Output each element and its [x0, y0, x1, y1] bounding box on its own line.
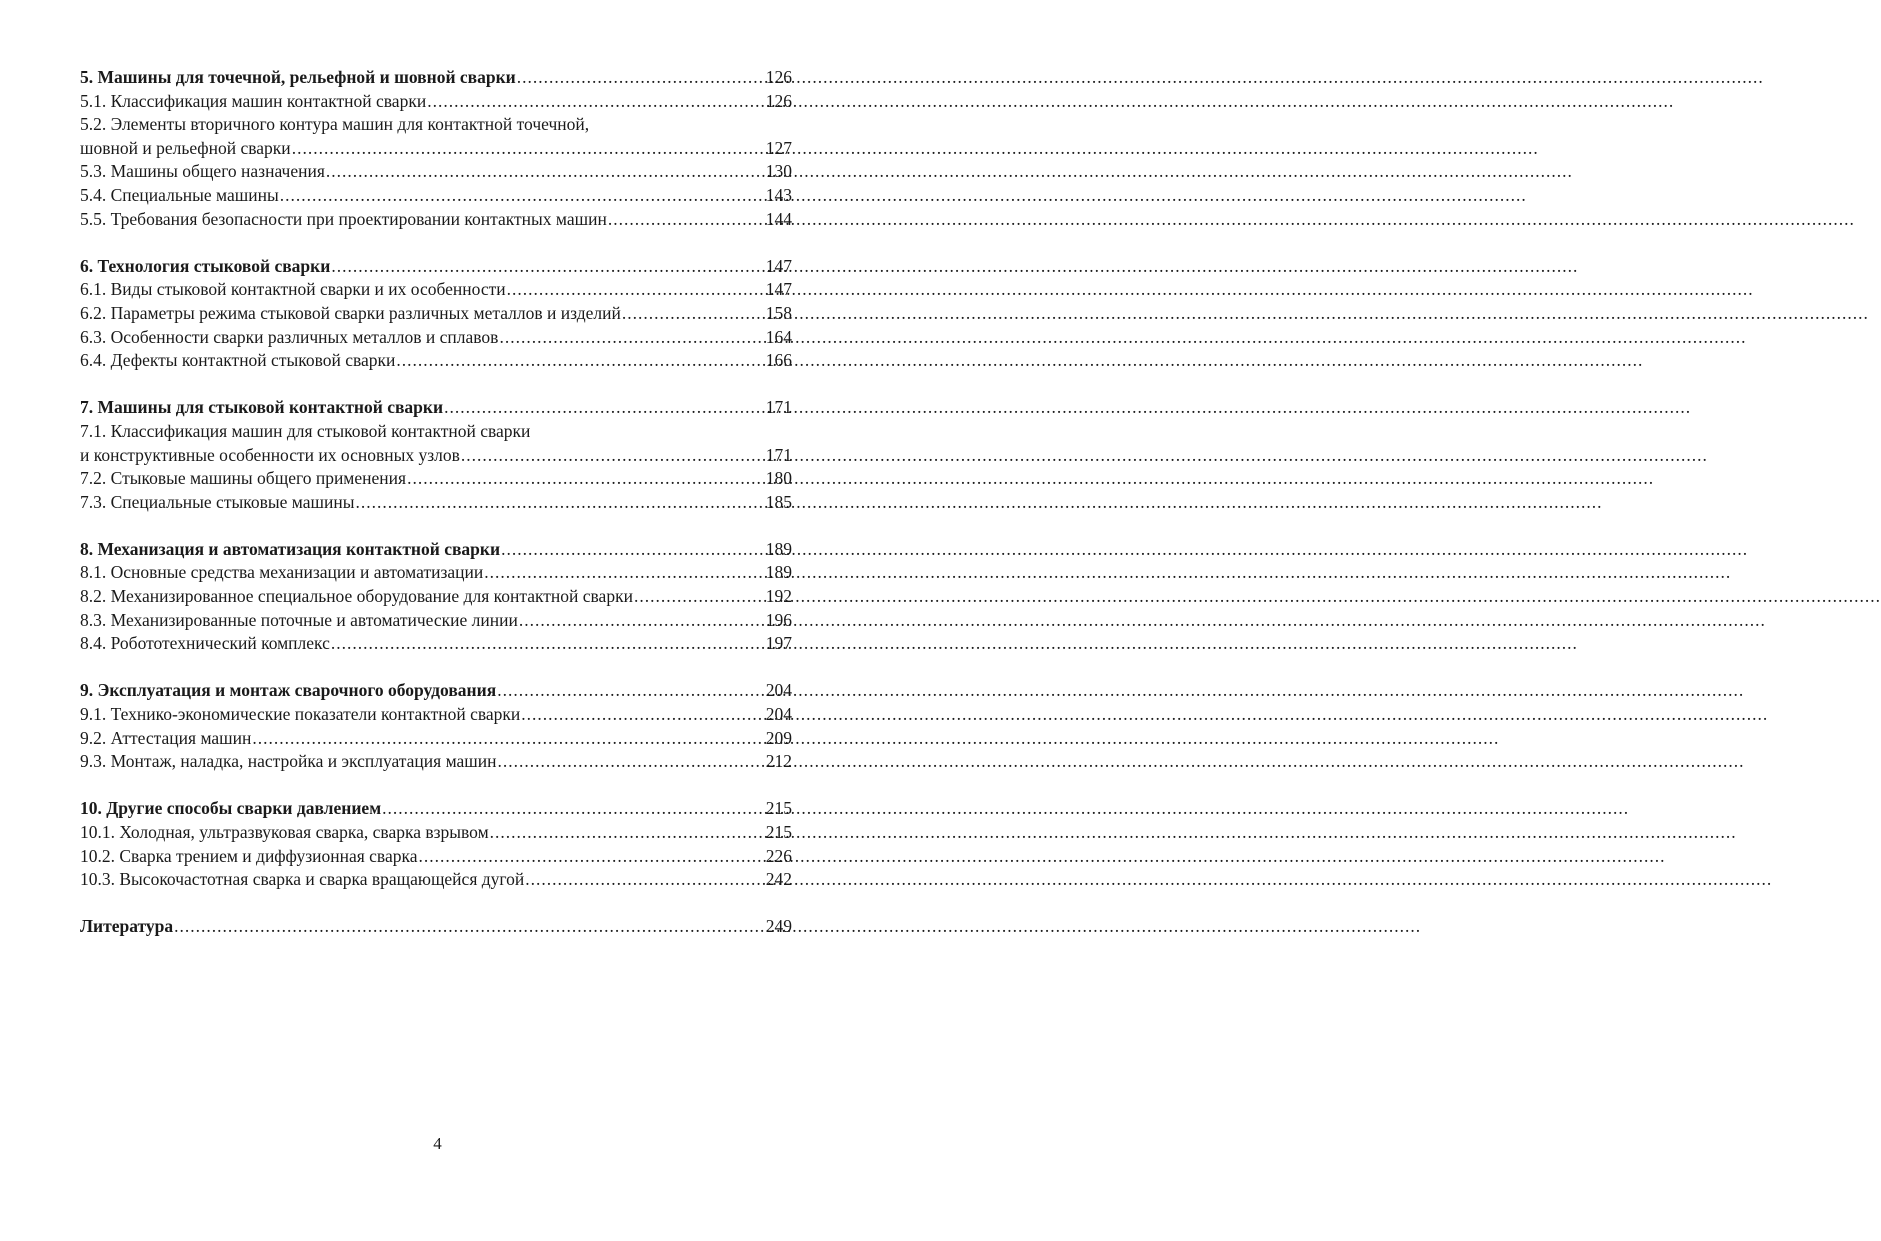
- toc-chapter-heading[interactable]: [80, 396, 792, 420]
- page-ref: 158: [765, 302, 792, 323]
- dot-leader: [331, 255, 764, 279]
- dot-leader: [252, 727, 764, 751]
- toc-entry[interactable]: [80, 845, 792, 869]
- toc-section-6: [80, 255, 792, 373]
- toc-entry[interactable]: [80, 727, 792, 751]
- dot-leader: [490, 821, 765, 845]
- page-ref: 215: [765, 798, 792, 819]
- dot-leader: [622, 302, 765, 326]
- entry-title: 10.2. Сварка трением и диффузионная сварка: [80, 845, 418, 866]
- chapter-title: 10. Другие способы сварки давлением: [80, 798, 382, 819]
- toc-entry[interactable]: [80, 467, 792, 491]
- entry-title: шовной и рельефной сварки: [80, 137, 291, 158]
- toc-entry[interactable]: [80, 302, 792, 326]
- dot-leader: [484, 561, 765, 585]
- page-ref: 144: [765, 208, 792, 229]
- dot-leader: [521, 703, 764, 727]
- page-ref: 180: [765, 468, 792, 489]
- dot-leader: [501, 538, 765, 562]
- dot-leader: [331, 632, 765, 656]
- dot-leader: [608, 208, 765, 232]
- toc-entry[interactable]: [80, 632, 792, 656]
- entry-title: 8.3. Механизированные поточные и автоматические линии: [80, 609, 518, 630]
- page-ref: 127: [765, 137, 792, 158]
- chapter-title: Литература: [80, 916, 174, 937]
- entry-title: 9.2. Аттестация машин: [80, 727, 252, 748]
- chapter-title: 9. Эксплуатация и монтаж сварочного оборудования: [80, 680, 497, 701]
- page-ref: 242: [765, 869, 792, 890]
- dot-leader: [444, 396, 765, 420]
- dot-leader: [525, 868, 764, 892]
- dot-leader: [517, 66, 765, 90]
- page-ref: 171: [765, 397, 792, 418]
- dot-leader: [427, 90, 765, 114]
- dot-leader: [519, 609, 765, 633]
- page-ref: 166: [765, 350, 792, 371]
- page-ref: 126: [765, 90, 792, 111]
- page-ref: 192: [765, 586, 792, 607]
- dot-leader: [292, 137, 765, 161]
- toc-entry[interactable]: [80, 585, 792, 609]
- toc-section-literature: [80, 915, 792, 939]
- toc-chapter-heading[interactable]: [80, 915, 792, 939]
- entry-title: 9.3. Монтаж, наладка, настройка и эксплуатация машин: [80, 751, 497, 772]
- page-number: 4: [433, 1134, 442, 1153]
- page-ref: 215: [765, 822, 792, 842]
- dot-leader: [326, 160, 765, 184]
- dot-leader: [634, 585, 765, 609]
- dot-leader: [407, 467, 765, 491]
- table-of-contents: [80, 66, 792, 963]
- chapter-title: 8. Механизация и автоматизация контактной сварки: [80, 538, 501, 559]
- page-ref: 209: [765, 727, 792, 748]
- toc-chapter-heading[interactable]: [80, 538, 792, 562]
- toc-entry[interactable]: [80, 326, 792, 350]
- toc-section-10: [80, 797, 792, 891]
- toc-entry[interactable]: [80, 609, 792, 633]
- entry-title: 6.2. Параметры режима стыковой сварки различных металлов и изделий: [80, 302, 621, 323]
- entry-title: 9.1. Технико-экономические показатели контактной сварки: [80, 704, 521, 725]
- dot-leader: [497, 679, 765, 703]
- page-ref: 171: [765, 444, 792, 465]
- entry-title: 6.1. Виды стыковой контактной сварки и их особенности: [80, 279, 506, 300]
- toc-entry[interactable]: [80, 349, 792, 373]
- toc-chapter-heading[interactable]: [80, 679, 792, 703]
- dot-leader: [396, 349, 764, 373]
- entry-title-line1[interactable]: 5.2. Элементы вторичного контура машин для контактной точечной,: [80, 114, 590, 135]
- dot-leader: [174, 915, 765, 939]
- toc-entry[interactable]: [80, 561, 792, 585]
- entry-title: 5.3. Машины общего назначения: [80, 161, 325, 182]
- toc-entry[interactable]: [80, 868, 792, 892]
- entry-title: и конструктивные особенности их основных узлов: [80, 444, 460, 465]
- page-ref: 143: [765, 184, 792, 205]
- toc-entry[interactable]: [80, 184, 792, 208]
- toc-entry[interactable]: [80, 703, 792, 727]
- dot-leader: [382, 797, 765, 821]
- toc-entry[interactable]: [80, 278, 792, 302]
- toc-entry[interactable]: [80, 491, 792, 515]
- toc-chapter-heading[interactable]: [80, 797, 792, 821]
- entry-title: 10.1. Холодная, ультразвуковая сварка, сварка взрывом: [80, 822, 489, 842]
- toc-entry[interactable]: [80, 208, 792, 232]
- page-ref: 204: [765, 680, 792, 701]
- entry-title: 8.1. Основные средства механизации и автоматизации: [80, 562, 484, 583]
- entry-title: 7.2. Стыковые машины общего применения: [80, 468, 407, 489]
- page-ref: 189: [765, 562, 792, 583]
- page-ref: 226: [765, 845, 792, 866]
- toc-section-9: [80, 679, 792, 773]
- entry-title: 5.4. Специальные машины: [80, 184, 279, 205]
- page-ref: 249: [765, 916, 792, 937]
- entry-title: 5.5. Требования безопасности при проектировании контактных машин: [80, 208, 607, 229]
- toc-chapter-heading[interactable]: [80, 255, 792, 279]
- dot-leader: [461, 444, 765, 468]
- dot-leader: [498, 750, 765, 774]
- page-ref: 130: [765, 161, 792, 182]
- page-ref: 164: [765, 326, 792, 347]
- page-ref: 212: [765, 751, 792, 772]
- entry-title: 5.1. Классификация машин контактной сварки: [80, 90, 427, 111]
- toc-chapter-heading[interactable]: [80, 66, 792, 90]
- entry-title-line1[interactable]: 7.1. Классификация машин для стыковой контактной сварки: [80, 420, 531, 441]
- chapter-title: 7. Машины для стыковой контактной сварки: [80, 397, 444, 418]
- page-ref: 197: [765, 633, 792, 654]
- page-ref: 147: [765, 255, 792, 276]
- toc-entry[interactable]: [80, 750, 792, 774]
- toc-section-5: [80, 66, 792, 231]
- entry-title: 8.4. Робототехнический комплекс: [80, 633, 330, 654]
- toc-entry[interactable]: [80, 137, 792, 161]
- toc-entry[interactable]: [80, 90, 792, 114]
- entry-title: 8.2. Механизированное специальное оборудование для контактной сварки: [80, 586, 633, 607]
- page-ref: 185: [765, 491, 792, 512]
- toc-entry[interactable]: [80, 160, 792, 184]
- toc-section-7: [80, 396, 792, 514]
- chapter-title: 6. Технология стыковой сварки: [80, 255, 331, 276]
- entry-title: 10.3. Высокочастотная сварка и сварка вращающейся дугой: [80, 869, 525, 890]
- dot-leader: [418, 845, 764, 869]
- toc-entry[interactable]: [80, 821, 792, 845]
- page-ref: 204: [765, 704, 792, 725]
- page-ref: 147: [765, 279, 792, 300]
- dot-leader: [280, 184, 765, 208]
- dot-leader: [507, 278, 765, 302]
- page-ref: 126: [765, 67, 792, 87]
- entry-title: 7.3. Специальные стыковые машины: [80, 491, 355, 512]
- chapter-title: 5. Машины для точечной, рельефной и шовной сварки: [80, 67, 516, 87]
- entry-title: 6.4. Дефекты контактной стыковой сварки: [80, 350, 396, 371]
- page-ref: 196: [765, 609, 792, 630]
- dot-leader: [499, 326, 764, 350]
- toc-entry[interactable]: [80, 444, 792, 468]
- page-ref: 189: [765, 538, 792, 559]
- toc-section-8: [80, 538, 792, 656]
- entry-title: 6.3. Особенности сварки различных металлов и сплавов: [80, 326, 499, 347]
- dot-leader: [355, 491, 764, 515]
